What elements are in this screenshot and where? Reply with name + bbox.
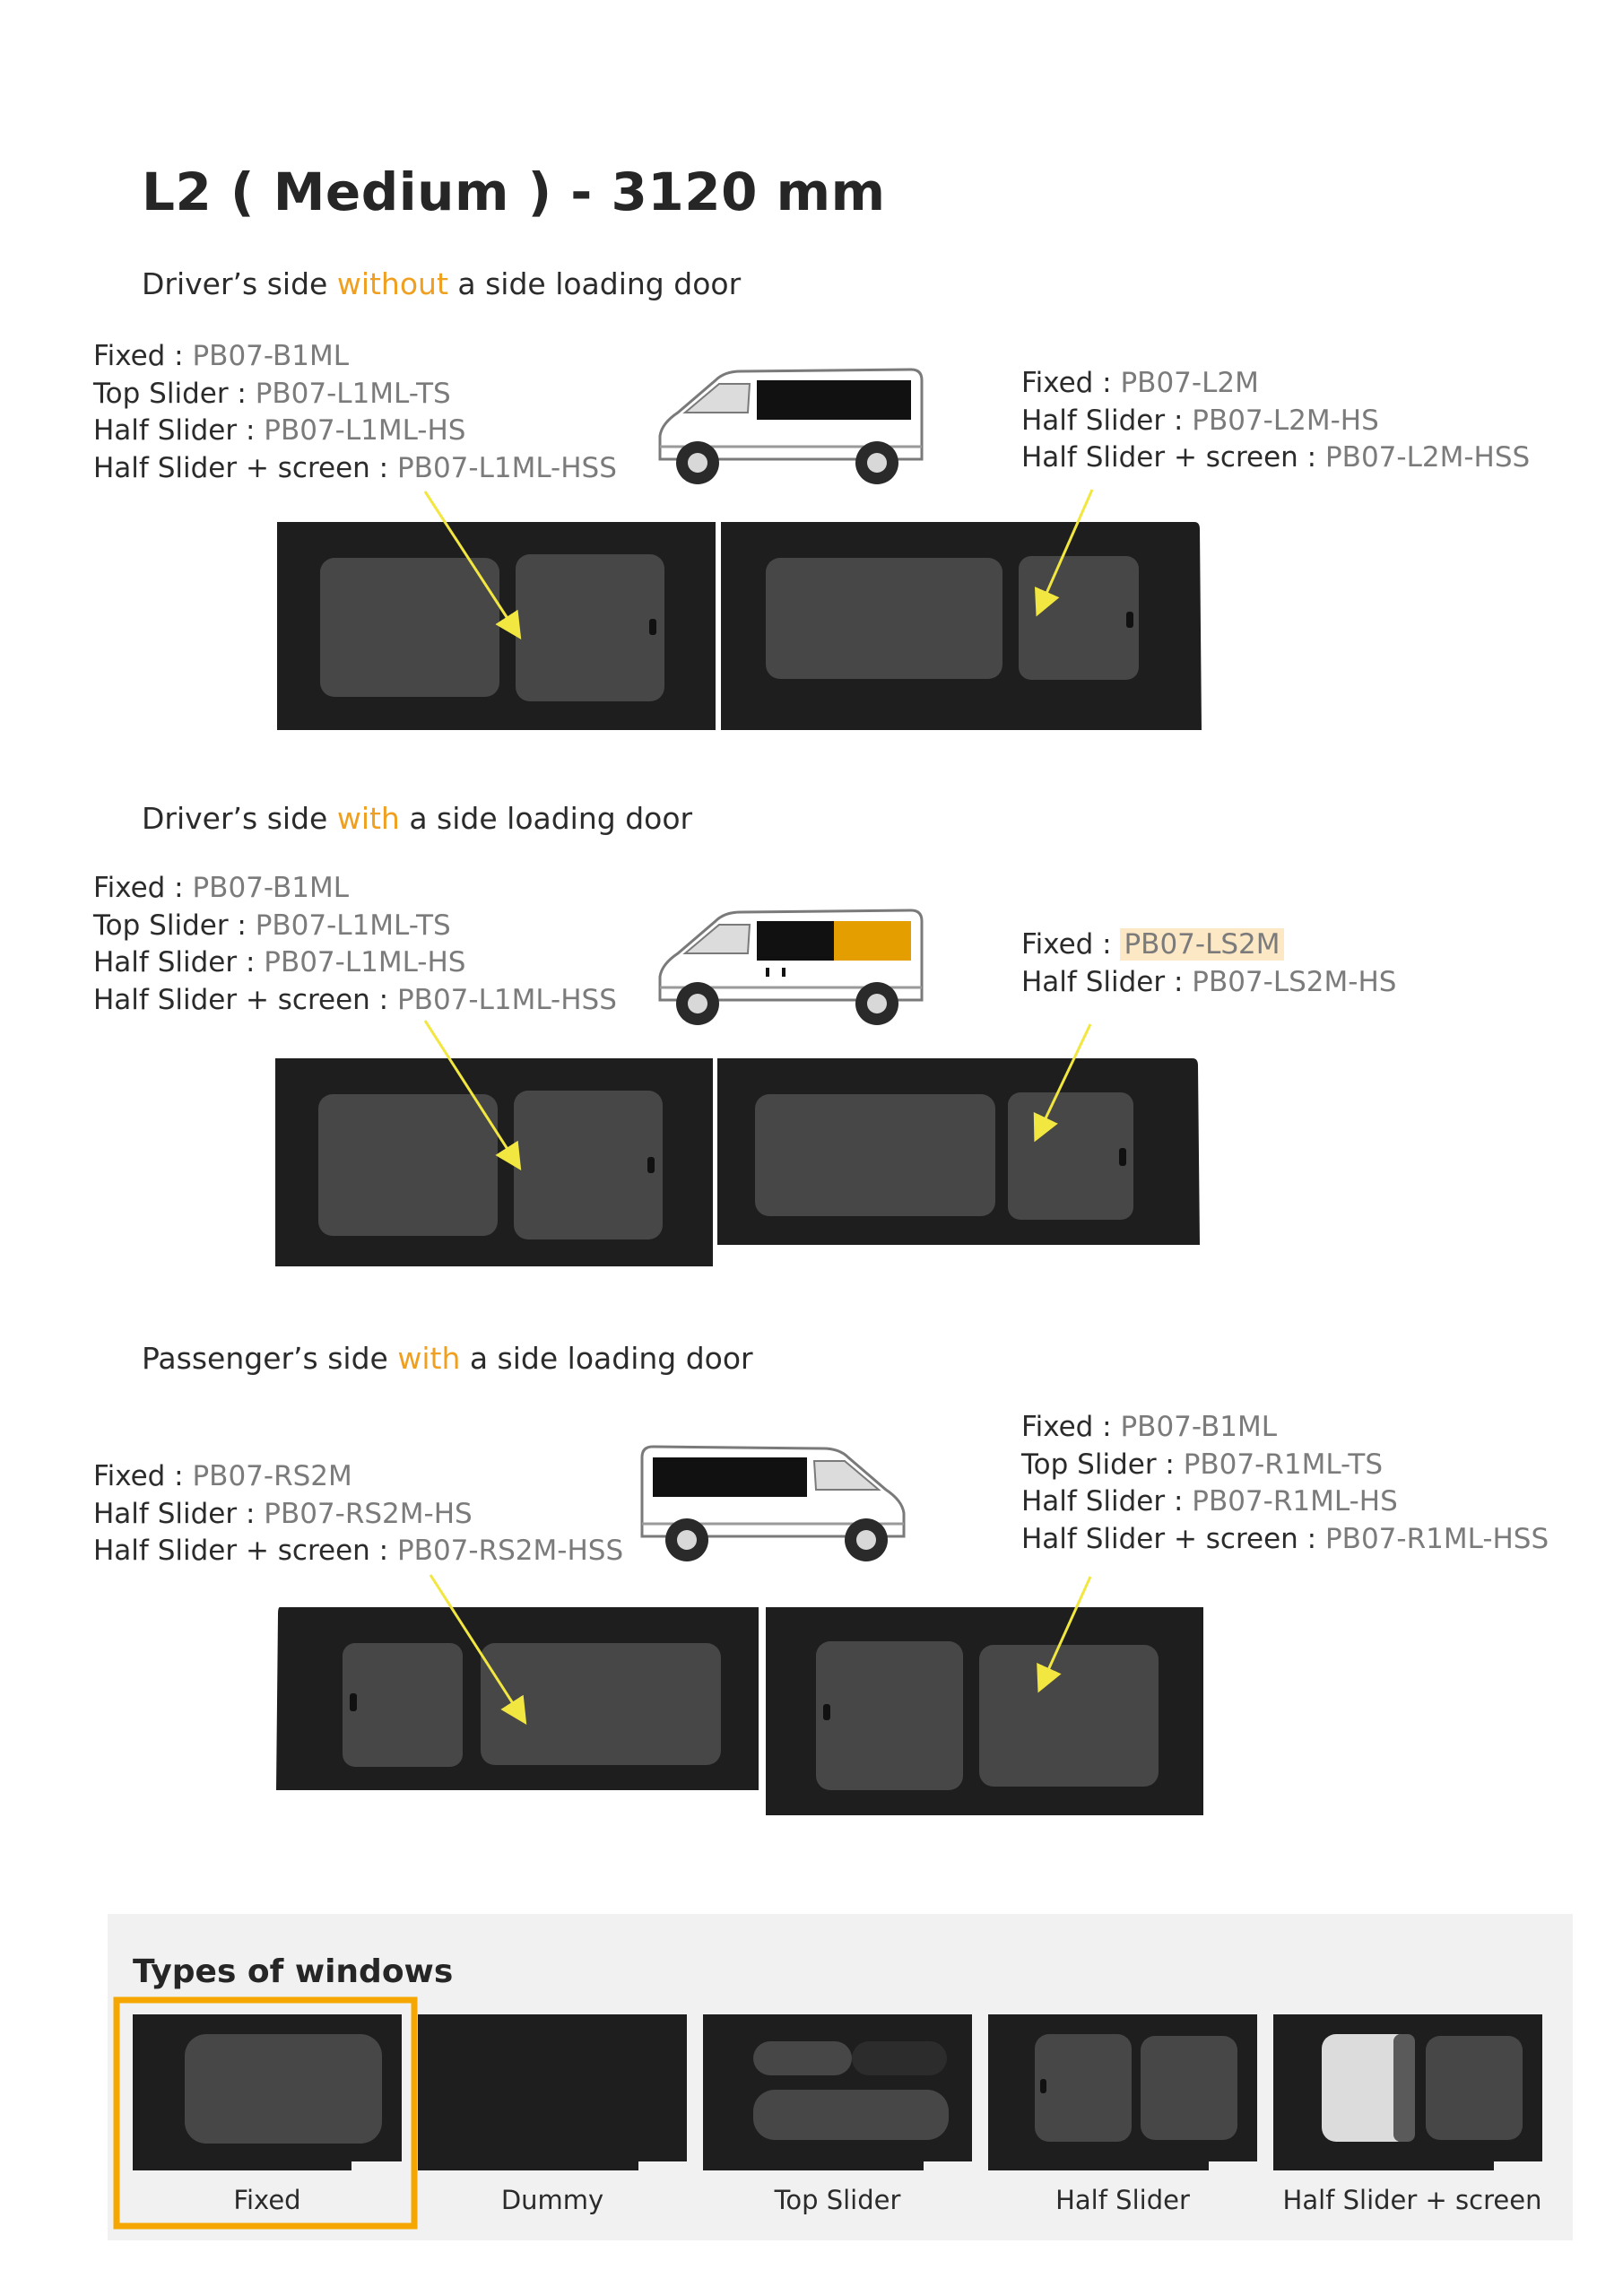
spec-row: Fixed : PB07-B1ML (1021, 1411, 1277, 1443)
window-panel-icon (721, 522, 1202, 730)
heading-highlight: with (397, 1341, 461, 1376)
window-type-label-half-slider: Half Slider (1055, 2185, 1190, 2215)
spec-row: Fixed : PB07-B1ML (93, 872, 349, 904)
van-icon (660, 370, 922, 484)
window-type-label-fixed: Fixed (233, 2185, 301, 2215)
spec-row: Fixed : PB07-L2M (1021, 367, 1259, 399)
heading-text: Passenger’s side (142, 1341, 398, 1376)
spec-row: Half Slider + screen : PB07-L2M-HSS (1021, 441, 1531, 474)
part-number: PB07-LS2M-HS (1192, 965, 1397, 998)
window-panel-icon (717, 1058, 1200, 1245)
part-number: PB07-L1ML-HS (264, 414, 466, 447)
heading-text: a side loading door (447, 266, 742, 301)
part-number: PB07-R1ML-HS (1192, 1485, 1398, 1518)
window-panel-icon (275, 1058, 713, 1266)
page-title: L2 ( Medium ) - 3120 mm (142, 161, 886, 222)
part-number-highlighted: PB07-LS2M (1120, 928, 1283, 961)
spec-row: Half Slider : PB07-R1ML-HS (1021, 1485, 1398, 1518)
part-number: PB07-RS2M-HSS (396, 1535, 624, 1567)
part-number: PB07-L1ML-TS (255, 909, 451, 942)
window-types-title: Types of windows (133, 1953, 454, 1990)
spec-row: Half Slider + screen : PB07-L1ML-HSS (93, 983, 617, 1016)
van-icon (642, 1447, 904, 1561)
spec-row: Fixed : PB07-LS2M (1021, 926, 1396, 964)
spec-row: Half Slider : PB07-L1ML-HS (93, 414, 466, 447)
part-number: PB07-B1ML (1120, 1411, 1277, 1443)
heading-highlight: without (336, 266, 448, 301)
window-type-label-dummy: Dummy (500, 2185, 604, 2215)
spec-row: Half Slider + screen : PB07-L1ML-HSS (93, 451, 617, 484)
spec-row: Half Slider : PB07-RS2M-HS (93, 1497, 473, 1530)
spec-row: Top Slider : PB07-L1ML-TS (93, 377, 451, 410)
heading-text: a side loading door (399, 801, 693, 836)
heading-text: Driver’s side (142, 266, 337, 301)
spec-row: Top Slider : PB07-R1ML-TS (1021, 1448, 1384, 1481)
part-number: PB07-L2M (1120, 367, 1259, 399)
van-icon (660, 910, 922, 1025)
spec-row: Half Slider : PB07-L1ML-HS (93, 946, 466, 978)
heading-text: Driver’s side (142, 801, 337, 836)
spec-row: Top Slider : PB07-L1ML-TS (93, 909, 451, 942)
part-number: PB07-L2M-HSS (1324, 441, 1531, 474)
spec-row: Half Slider + screen : PB07-R1ML-HSS (1021, 1522, 1549, 1555)
heading-highlight: with (336, 801, 400, 836)
window-panel-icon (276, 1607, 759, 1790)
spec-row: Fixed : PB07-RS2M (93, 1460, 352, 1492)
spec-row: Half Slider + screen : PB07-RS2M-HSS (93, 1535, 624, 1567)
window-type-label-half-slider-screen: Half Slider + screen (1282, 2185, 1542, 2215)
spec-row: Half Slider : PB07-LS2M-HS (1021, 965, 1397, 998)
window-panel-icon (766, 1607, 1203, 1815)
spec-row: Fixed : PB07-B1ML (93, 340, 349, 372)
part-number: PB07-RS2M (192, 1460, 352, 1492)
part-number: PB07-RS2M-HS (264, 1497, 473, 1530)
part-number: PB07-B1ML (192, 872, 349, 904)
part-number: PB07-L1ML-HSS (396, 451, 617, 484)
window-panel-icon (277, 522, 716, 730)
window-type-label-top-slider: Top Slider (774, 2185, 901, 2215)
part-number: PB07-L1ML-TS (255, 377, 451, 410)
heading-text: a side loading door (460, 1341, 753, 1376)
part-number: PB07-L2M-HS (1192, 404, 1379, 437)
part-number: PB07-B1ML (192, 340, 349, 372)
part-number: PB07-L1ML-HSS (396, 983, 617, 1016)
part-number: PB07-R1ML-HSS (1324, 1522, 1549, 1555)
spec-row: Half Slider : PB07-L2M-HS (1021, 404, 1379, 437)
part-number: PB07-L1ML-HS (264, 946, 466, 978)
part-number: PB07-R1ML-TS (1183, 1448, 1384, 1481)
